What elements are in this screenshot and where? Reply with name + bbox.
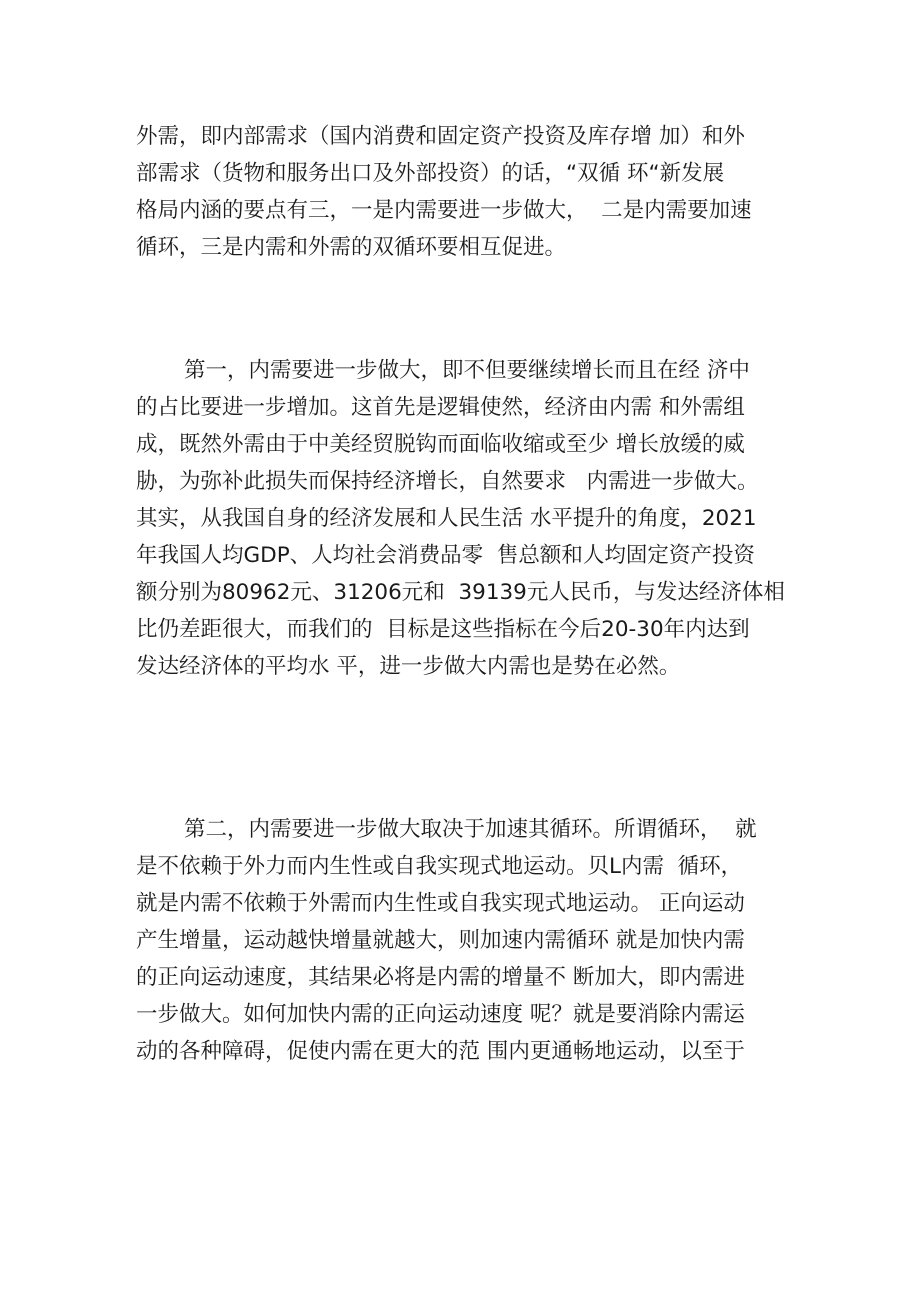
text-line: 第二，内需要进一步做大取决于加速其循环。所谓循环， 就: [184, 817, 757, 842]
text-line: 一步做大。如何加快内需的正向运动速度 呢？就是要消除内需运: [136, 1002, 745, 1027]
text-line: 的正向运动速度，其结果必将是内需的增量不 断加大，即内需进: [136, 965, 745, 990]
text-line: 成，既然外需由于中美经贸脱钩而面临收缩或至少 增长放缓的威: [136, 432, 745, 457]
paragraph-first-point: [136, 352, 796, 685]
paragraph-second-point: [136, 811, 796, 1070]
text-line: 其实，从我国自身的经济发展和人民生活 水平提升的角度，2021: [136, 506, 757, 531]
text-line: 是不依赖于外力而内生性或自我实现式地运动。贝L内需 循环，: [136, 854, 743, 879]
text-line: 产生增量，运动越快增量就越大，则加速内需循环 就是加快内需: [136, 928, 745, 953]
text-line: 年我国人均GDP、人均社会消费品零 售总额和人均固定资产投资: [136, 543, 755, 568]
text-line: 循环，三是内需和外需的双循环要相互促进。: [136, 235, 567, 260]
text-line: 动的各种障碍，促使内需在更大的范 围内更通畅地运动，以至于: [136, 1039, 745, 1064]
text-line: 格局内涵的要点有三，一是内需要进一步做大， 二是内需要加速: [136, 198, 752, 223]
text-line: 外需，即内部需求（国内消费和固定资产投资及库存增 加）和外: [136, 124, 745, 149]
text-line: 额分别为80962元、31206元和 39139元人民币，与发达经济体相: [136, 580, 785, 605]
text-line: 的占比要进一步增加。这首先是逻辑使然，经济由内需 和外需组: [136, 395, 745, 420]
text-line: 就是内需不依赖于外需而内生性或自我实现式地运动。 正向运动: [136, 891, 745, 916]
text-line: 比仍差距很大，而我们的 目标是这些指标在今后20-30年内达到: [136, 617, 750, 642]
text-line: 第一，内需要进一步做大，即不但要继续增长而且在经 济中: [184, 358, 750, 383]
text-line: 发达经济体的平均水 平，进一步做大内需也是势在必然。: [136, 654, 681, 679]
text-line: 部需求（货物和服务出口及外部投资）的话，“双循 环“新发展: [136, 161, 725, 186]
text-line: 胁，为弥补此损失而保持经济增长，自然要求 内需进一步做大。: [136, 469, 759, 494]
paragraph-continuation: [136, 118, 796, 266]
